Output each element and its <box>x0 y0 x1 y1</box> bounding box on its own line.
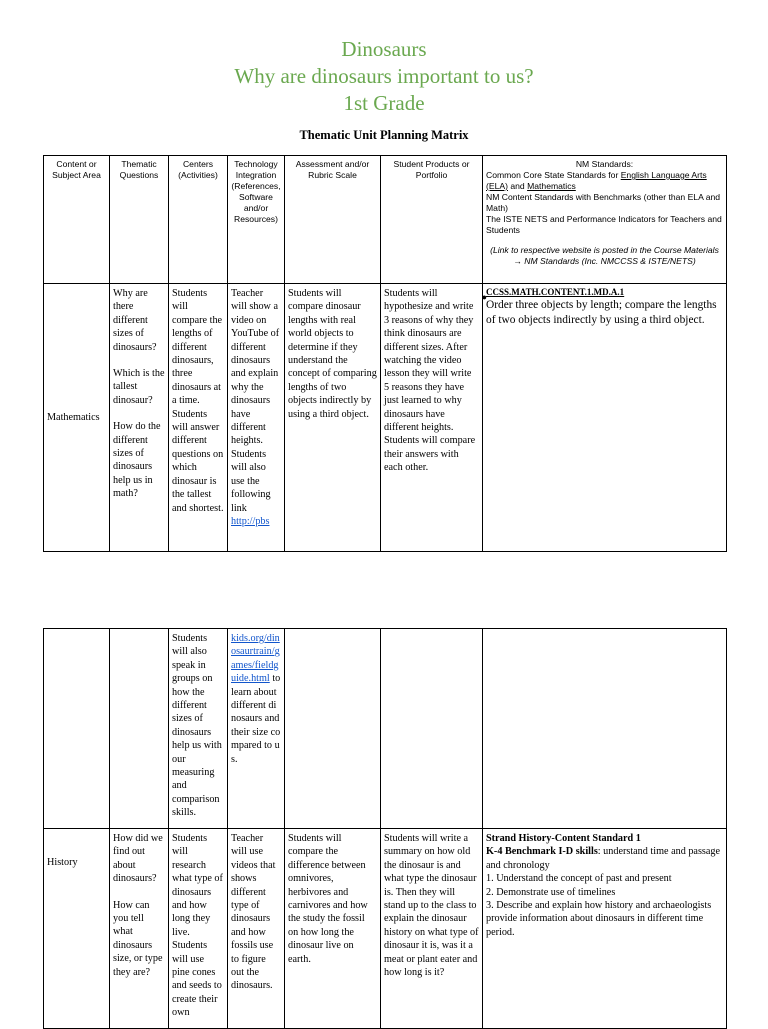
subject-cell: History <box>44 829 110 1029</box>
col-header-standards <box>483 156 727 284</box>
col-header-tech: Technology Integration (References, Software and/or Resources) <box>228 156 285 284</box>
empty-cell <box>110 629 169 829</box>
bullet-icon: ● <box>481 292 487 302</box>
standards-title: NM Standards: <box>575 159 634 169</box>
standards-cell <box>483 284 727 552</box>
assessment-cell: Students will compare the difference between omnivores, herbivores and carnivores and how the study the fossil on how long the dinosaur live on earth. <box>285 829 381 1029</box>
col-header-products: Student Products or Portfolio <box>381 156 483 284</box>
centers-cell: Students will also speak in groups on how the different sizes of dinosaurs help us with our measuring and comparison skills. <box>169 629 228 829</box>
standards-link-note: (Link to respective website is posted in the Course Materials → NM Standards (Inc. NMCCSS & ISTE/NETS) <box>490 245 719 266</box>
page-title: Dinosaurs <box>341 37 427 61</box>
centers-cell: Students will compare the lengths of different dinosaurs, three dinosaurs at a time. Students will answer different questions on which dinosaur is the tallest and shortest. <box>169 284 228 552</box>
tech-cell: Teacher will show a video on YouTube of different dinosaurs and explain why the dinosaurs have different heights. Students will also use the following link http://pbs <box>228 284 285 552</box>
ela-link[interactable]: English Language Arts (ELA) <box>486 170 707 191</box>
tech-cell: kids.org/dinosaurtrain/games/fieldguide.html to learn about different dinosaurs and their size compared to us. <box>228 629 285 829</box>
assessment-cell: Students will compare dinosaur lengths with real world objects to determine if they understand the concept of comparing lengths of two objects indirectly by using a third object. <box>285 284 381 552</box>
table-row-math <box>44 284 727 552</box>
standards-line-nm: NM Content Standards with Benchmarks (other than ELA and Math) <box>486 192 721 213</box>
empty-cell <box>483 629 727 829</box>
pbs-link[interactable]: http://pbs <box>231 515 270 527</box>
empty-cell <box>285 629 381 829</box>
col-header-centers: Centers (Activities) <box>169 156 228 284</box>
question-cell: How did we find out about dinosaurs? How can you tell what dinosaurs size, or type they are? <box>110 829 169 1029</box>
standard-text: Order three objects by length; compare the lengths of two objects indirectly by using a third object. <box>486 299 717 326</box>
history-standard-3: 3. Describe and explain how history and archaeologists provide information about dinosaurs in different time period. <box>486 900 712 938</box>
products-cell: Students will write a summary on how old the dinosaur is and what type the dinosaur is. Then they will stand up to the class to explain the dinosaur history on what type of dinosaur it is, was it a meat or plant eater and how long is it? <box>381 829 483 1029</box>
grade-level: 1st Grade <box>343 91 425 115</box>
col-header-content: Content or Subject Area <box>44 156 110 284</box>
table-row-history <box>44 829 727 1029</box>
centers-cell: Students will research what type of dinosaurs and how long they live. Students will use pine cones and seeds to create their own <box>169 829 228 1029</box>
history-standard-2: 2. Demonstrate use of timelines <box>486 886 616 898</box>
col-header-question: Thematic Questions <box>110 156 169 284</box>
table-header-row <box>44 156 727 284</box>
math-link[interactable]: Mathematics <box>527 181 576 191</box>
col-header-assessment: Assessment and/or Rubric Scale <box>285 156 381 284</box>
matrix-subtitle: Thematic Unit Planning Matrix <box>299 128 469 142</box>
standards-line-ccss: Common Core State Standards for English Language Arts (ELA) and Mathematics <box>486 170 707 191</box>
fieldguide-link[interactable]: kids.org/dinosaurtrain/games/fieldguide.html <box>231 633 280 685</box>
page-question: Why are dinosaurs important to us? <box>234 64 534 88</box>
standards-line-iste: The ISTE NETS and Performance Indicators for Teachers and Students <box>486 214 722 235</box>
standards-cell <box>483 829 727 1029</box>
history-standard-title: Strand History-Content Standard 1 <box>486 833 641 844</box>
ccss-code-link[interactable]: CCSS.MATH.CONTENT.1.MD.A.1 <box>486 287 625 297</box>
table-row-math-cont <box>44 629 727 829</box>
subject-cell: Mathematics <box>44 284 110 552</box>
empty-cell <box>381 629 483 829</box>
empty-cell <box>44 629 110 829</box>
planning-matrix-table-cont <box>43 628 727 1029</box>
planning-matrix-table <box>43 155 727 552</box>
history-standard-1: 1. Understand the concept of past and present <box>486 873 672 885</box>
question-cell: Why are there different sizes of dinosaurs? Which is the tallest dinosaur? How do the different sizes of dinosaurs help us in math? <box>110 284 169 552</box>
tech-cell: Teacher will use videos that shows different type of dinosaurs and how fossils use to figure out the dinosaurs. <box>228 829 285 1029</box>
history-benchmark: K-4 Benchmark I-D skills: understand time and passage and chronology <box>486 846 721 871</box>
products-cell: Students will hypothesize and write 3 reasons of why they think dinosaurs are different sizes. After watching the video lesson they will write 5 reasons they have just learned to why dinosaurs have different heights. Students will compare their answers with each other. ● <box>381 284 483 552</box>
